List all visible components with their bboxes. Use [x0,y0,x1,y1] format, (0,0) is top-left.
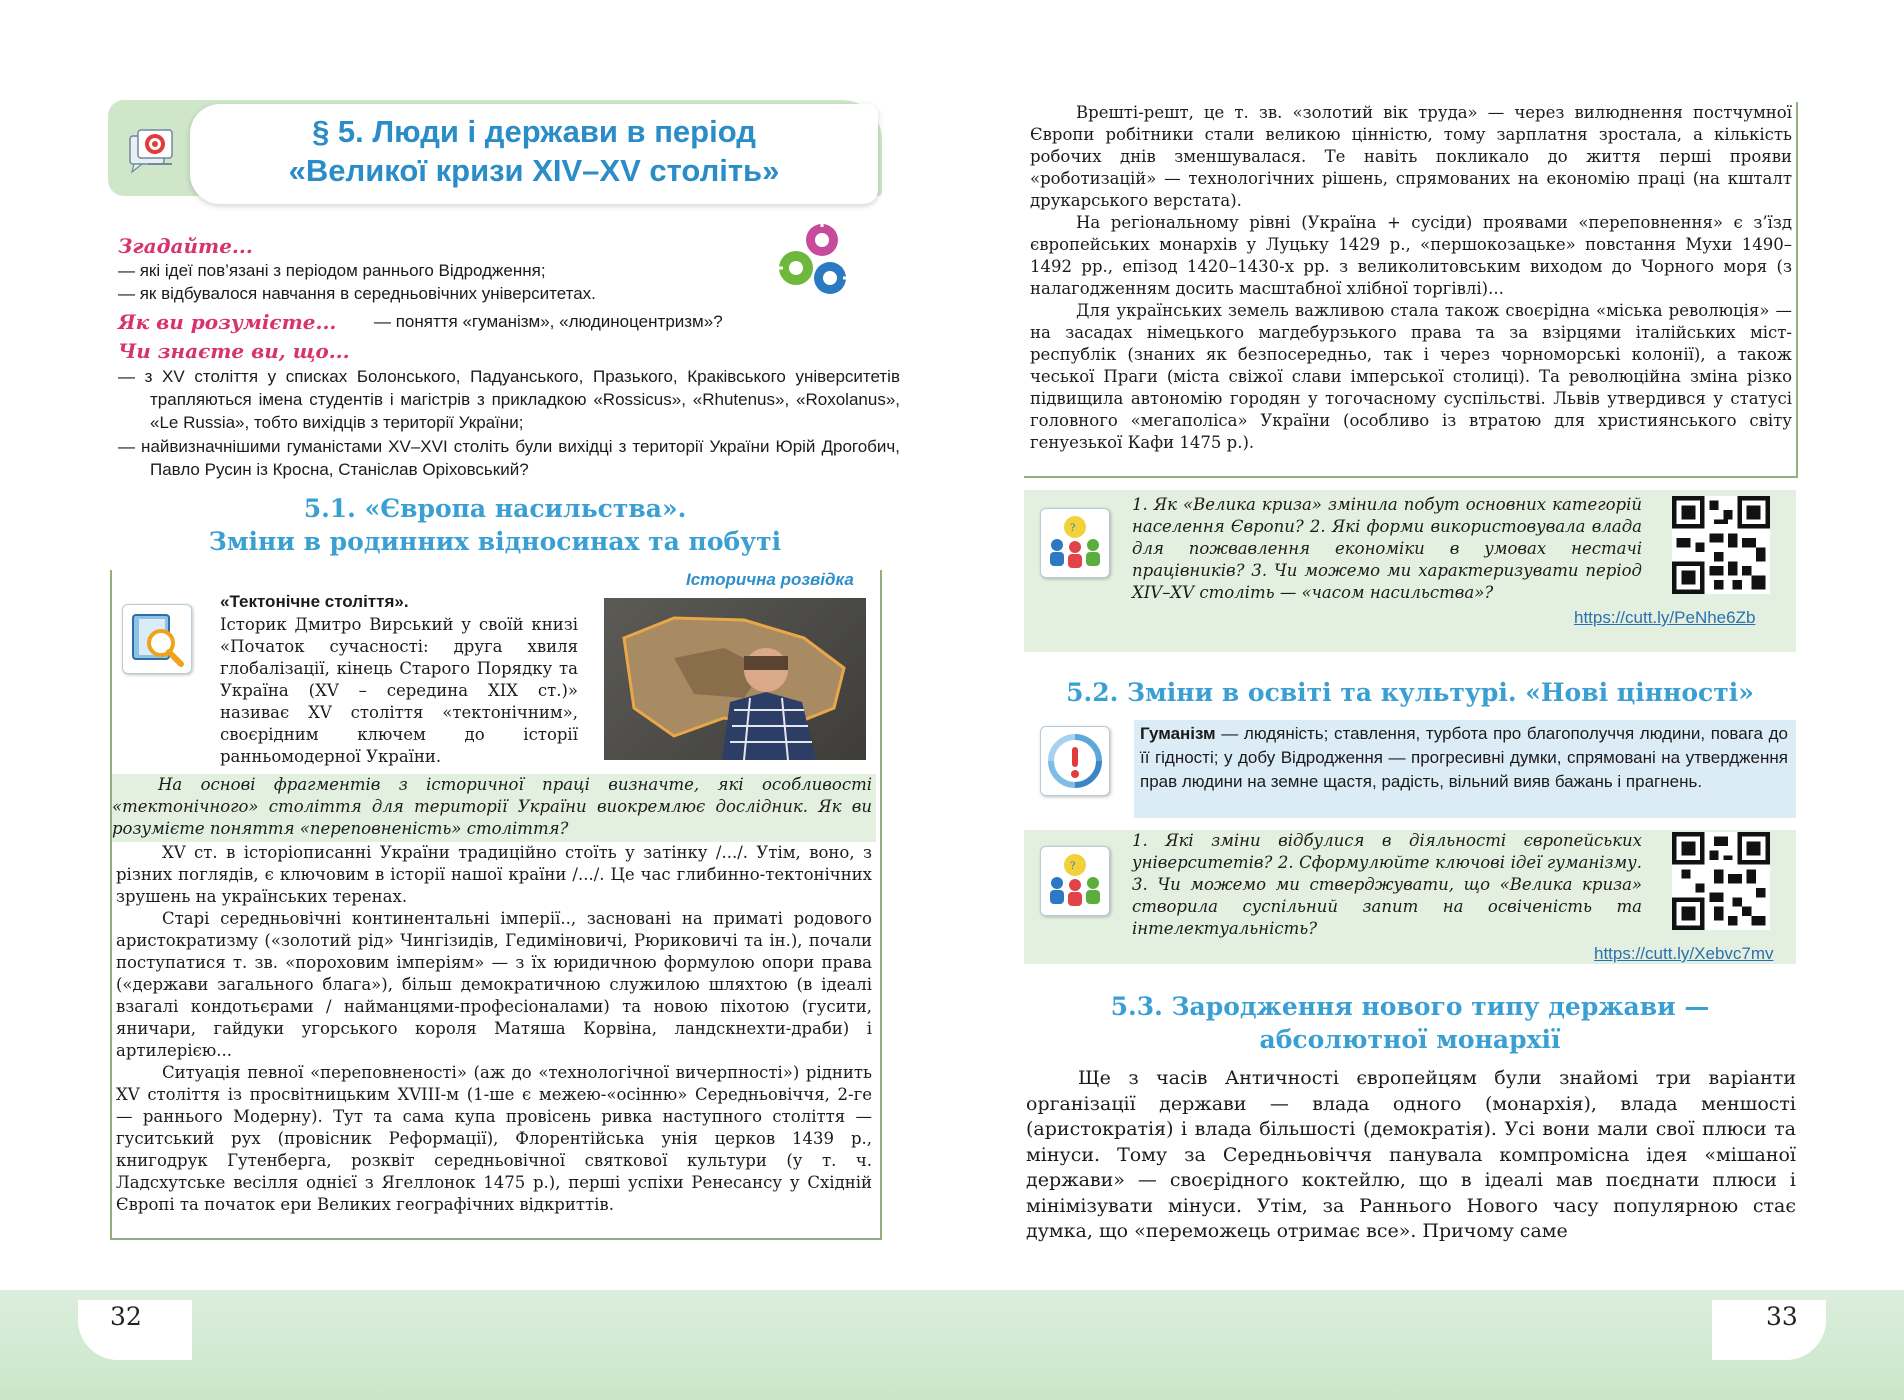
recall-item: — як відбувалося навчання в середньовічних університетах. [118,284,596,303]
research-paragraph-2: Старі середньовічні континентальні імперії.., засновані на приматі родового аристократизму («золотий рід» Чингізидів, Гедиміновичі, Рюриковичі та ін.), почали поступатися т. зв. «пороховим імперіям» — з їх юридичною формулою опори права («держави загального блага»), більш демократичною служилою шляхтою (в ідеалі взагалі кондотьєрами / найманцями-професіоналами) та новою піхотою (гусити, яничари, гайдуки угорського короля Матяша Корвіна, ландскнехти-драби) і артилерією... [116,909,872,1060]
recall-item: — які ідеї пов’язані з періодом раннього Відродження; [118,261,546,280]
research-label: Історична розвідка [686,570,854,589]
questions-1: 1. Як «Велика криза» змінила побут основних категорій населення Європи? 2. Які форми використовувала влада для пожвавлення економіки в умовах нестачі працівників? 3. Чи можемо ми характеризувати період XIV–XV століть — «часом насильства»? [1132,495,1642,602]
exclamation-cycle-icon [1040,726,1110,796]
svg-text:?: ? [1070,523,1076,534]
right-paragraph-3: Для українських земель важливою стала також своєрідна «міська революція» — на засадах німецького магдебурзького права та за взірцями італійських міст-республік (знаних як безпосередньо, так і через чорноморські колонії), а також чеської Праги (міста свіжої слави імперської столиці). Та революційна зміна різко підвищила автономію городян у тогочасному суспільстві. Львів утвердився у статусі головного «мегаполіса» України (особливо із втратою для християнського світу генуезької Кафи 1475 р.). [1030,301,1792,452]
know-item1: — з XV століття у списках Болонського, Падуанського, Празького, Краківського університетів трапляються імена студентів і магістрів з прикладкою «Rossicus», «Rhutenus», «Roxolanus», «Le Russia», тобто вихідців з території України; [118,367,900,432]
page-number-right: 33 [1766,1302,1798,1331]
lesson-title-line1: § 5. Люди і держави в період [312,114,756,149]
know-item2: — найвизначнішими гуманістами XV–XVI століть були вихідці з території України Юрій Дрогобич, Павло Русин із Кросна, Станіслав Оріховський? [118,437,900,479]
historian-photo [604,598,866,760]
section-5-3-title-line1: 5.3. Зародження нового типу держави — [1110,992,1710,1021]
humanism-definition-text: — людяність; ставлення, турбота про благополуччя людини, повага до її гідності; у добу Відродження — прогресивні думки, спрямовані на утвердження прав людини на земне щастя, радість, вільний вияв бажань і прагнень. [1140,724,1788,791]
section-5-2-title: 5.2. Зміни в освіті та культурі. «Нові цінності» [1066,678,1754,707]
qr-link-2[interactable]: https://cutt.ly/Xebvc7mv [1594,944,1774,963]
target-lesson-icon [128,128,180,174]
discussion-group-icon [1040,846,1110,916]
lesson-title-line2: «Великої кризи XIV–XV століть» [288,153,780,188]
right-paragraph-2: На регіональному рівні (Україна + сусіди) проявами «переповнення» є з’їзд європейських монархів у Луцьку 1429 р., «першокозацьке» повстання Мухи 1490–1492 рр., епізод 1420–1430-х рр. з великолитовським виходом до Чорного моря (з налагодженням досить масштабної хлібної торгівлі)... [1030,213,1792,298]
qr-code-icon[interactable] [1672,832,1770,930]
understand-text: — поняття «гуманізм», «людиноцентризм»? [374,312,723,331]
section-5-3-title-line2: абсолютної монархії [1259,1025,1561,1054]
understand-heading: Як ви розумієте... [118,310,337,334]
section-5-3-paragraph: Ще з часів Античності європейцям були знайомі три варіанти організації держави — влада одного (монархія), влада меншості (аристократія) і влада більшості (демократія). Усі вони мали свої плюси та мінуси. Тому за Середньовіччя панувала компромісна ідея «мішаної держави» — своєрідного коктейлю, що в ідеалі мав поєднати плюси і мінімізувати мінуси. Утім, за Раннього Нового часу популярною стає думка, що «переможець отримає все». Причому саме [1026,1067,1796,1242]
qr-code-icon[interactable] [1672,496,1770,594]
tectonic-title: «Тектонічне століття». [220,592,409,611]
page-number-left: 32 [110,1302,142,1331]
questions-2: 1. Які зміни відбулися в діяльності європейських університетів? 2. Сформулюйте ключові ідеї гуманізму. 3. Чи можемо ми стверджувати, що «Велика криза» створила суспільний запит на освіченість та інтелектуальність? [1132,831,1642,938]
right-paragraph-1: Врешті-решт, це т. зв. «золотий вік труда» — через вилюднення постчумної Європи робітники стали великою цінністю, тому зарплатня зростала, а кількість робочих днів зменшувалася. Те навіть покликало до життя перші прояви «роботизацій» — технологічних рішень, спрямованих на економію праці (на кшталт друкарського верстата). [1030,103,1792,210]
research-paragraph-3: Ситуація певної «переповненості» (аж до «технологічної вичерпності») ріднить XV століття із просвітницьким XVIII-м (1-ше є межею-«осінню» Середньовіччя, 2-ге — раннього Модерну). Тут та сама купа провісень ривка наступного століття — гуситський рух (провісник Реформації), Флорентійська унія церков 1439 р., книгодрук Гутенберга, розквіт середньовічної святкової культури (у т. ч. Ладсхутське весілля однієї з Ягеллонок 1475 р.), перші успіхи Ренесансу у Східній Європі та початок ери Великих географічних відкриттів. [116,1063,872,1214]
recall-heading: Згадайте... [118,234,253,258]
qr-link-1[interactable]: https://cutt.ly/PeNhe6Zb [1574,608,1756,627]
tectonic-text: Історик Дмитро Вирський у своїй книзі «Початок сучасності: друга хвиля глобалізації, кінець Старого Порядку та Україна (XV – середина XIX ст.)» називає XV століття «тектонічним», своєрідним ключем до історії ранньомодерної України. [220,615,578,766]
gears-icon [772,220,854,302]
know-heading: Чи знаєте ви, що... [118,339,350,363]
humanism-term: Гуманізм [1140,724,1216,743]
section-5-1-title-line2: Зміни в родинних відносинах та побуті [208,527,782,556]
footer-band [0,1290,1904,1400]
research-paragraph-1: XV ст. в історіописанні України традиційно стоїть у затінку /.../. Утім, воно, з різних поглядів, є ключовим в історії нашої країни /.../. Це час глибинно-тектонічних зрушень на українських теренах. [116,843,872,906]
research-task: На основі фрагментів з історичної праці визначте, які особливості «тектонічного» століття для території України виокремлює дослідник. Як ви розумієте поняття «переповненість» століття? [112,775,872,838]
section-5-1-title-line1: 5.1. «Європа насильства». [303,494,687,523]
svg-text:?: ? [1070,861,1076,872]
humanism-definition [1140,722,1788,794]
